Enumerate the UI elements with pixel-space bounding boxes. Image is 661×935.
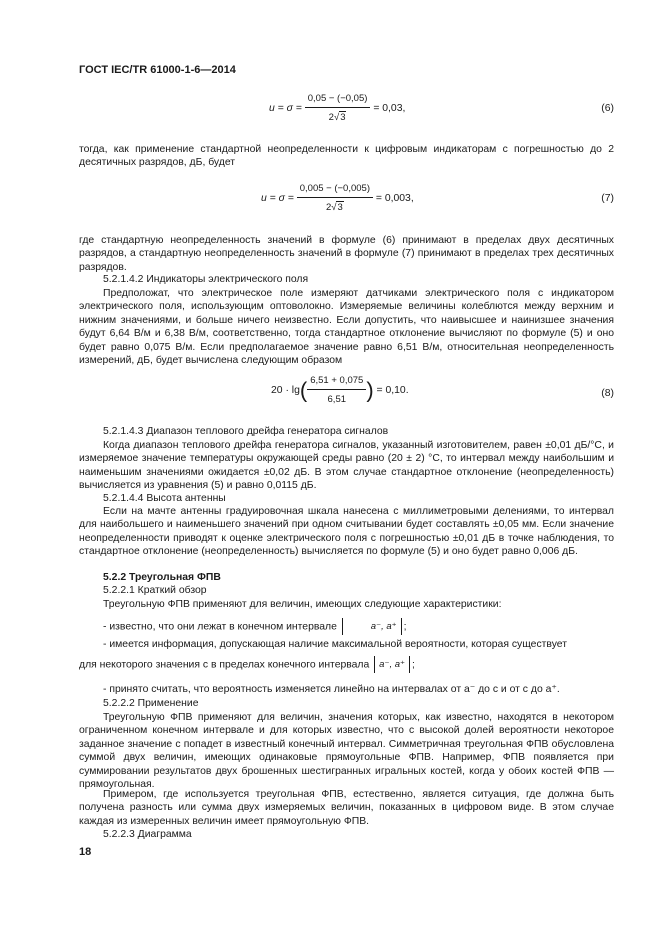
formula-6-number: (6)	[601, 103, 614, 114]
formula-8-denominator: 6,51	[327, 394, 347, 406]
section-5-2-2: 5.2.2 Треугольная ФПВ	[103, 572, 221, 583]
bullet-1-interval: a⁻, a⁺	[342, 618, 402, 635]
formula-8-right-paren: )	[366, 377, 374, 403]
bullet-3: - принято считать, что вероятность изменяется линейно на интервалах от a⁻ до c и от c до a⁺.	[103, 684, 560, 695]
paragraph-1: тогда, как применение стандартной неопределенности к цифровым индикаторам с погрешностью до 2 десятичных разрядов, дБ, будет	[79, 144, 614, 169]
section-5-2-1-4-3: 5.2.1.4.3 Диапазон теплового дрейфа генератора сигналов	[103, 426, 389, 437]
formula-6	[79, 92, 614, 128]
bullet-2-interval: a⁻, a⁺	[374, 656, 410, 673]
bullet-2-line-2: для некоторого значения с в пределах конечного интервала a⁻, a⁺ ;	[79, 656, 614, 673]
formula-7-denominator: 2√3	[325, 202, 343, 214]
section-5-2-2-1: 5.2.2.1 Краткий обзор	[103, 585, 207, 596]
formula-7-number: (7)	[601, 193, 614, 204]
formula-6-rhs: = 0,03,	[373, 103, 406, 115]
formula-8-lhs: 20 · lg	[271, 385, 300, 397]
page-number: 18	[79, 846, 92, 858]
formula-8-left-paren: (	[299, 377, 308, 403]
formula-7-den-root: 3	[337, 202, 343, 214]
bullet-1-text: - известно, что они лежат в конечном интервале	[103, 621, 337, 633]
paragraph-3: Предположат, что электрическое поле измеряют датчиками электрического поля с индикатором электрического поля, использующим оптоволокно. Измеряемые величины колеблются между верхним и нижним значениями, и больше ничего неизвестно. Если допустить, что наивысшее и наинизшее значения будут 6,64 В/м и 6,38 В/м, соответственно, тогда стандартное отклонение вычисляют по формуле (5) и оно будет равно 0,075 В/м. Если предполагаемое значение равно 6,51 В/м, относительная неопределенность измерений, дБ, будет вычислена следующим образом	[79, 288, 614, 367]
section-5-2-2-2: 5.2.2.2 Применение	[103, 698, 199, 709]
formula-7-rhs: = 0,003,	[375, 193, 414, 205]
paragraph-8: Примером, где используется треугольная ФПВ, естественно, является ситуация, где должна быть получена разность или сумма двух измеряемых величин, показанных в цифровом виде. В этом случае каждая из измеренных величин имеет прямоугольную ФПВ.	[79, 789, 614, 827]
bullet-1: - известно, что они лежат в конечном интервале a⁻, a⁺ ;	[79, 618, 614, 635]
formula-8-number: (8)	[601, 388, 614, 399]
formula-8-fraction	[307, 374, 366, 407]
formula-6-numerator: 0,05 − (−0,05)	[305, 92, 371, 108]
formula-6-denominator: 2√3	[328, 112, 346, 124]
formula-6-den-coef: 2	[328, 112, 334, 124]
bullet-2-line-1: - имеется информация, допускающая наличие максимальной вероятности, которая существует	[103, 639, 567, 650]
formula-6-lhs: u = σ =	[269, 103, 302, 115]
formula-7-fraction	[297, 182, 373, 215]
section-5-2-1-4-2: 5.2.1.4.2 Индикаторы электрического поля	[103, 274, 309, 285]
formula-6-fraction	[305, 92, 371, 125]
formula-8-rhs: = 0,10.	[376, 385, 409, 397]
paragraph-4: Когда диапазон теплового дрейфа генератора сигналов, указанный изготовителем, равен ±0,01 дБ/°C, и измеряемое значение температуры окружающей среды равно (20 ± 2) °C, то интервал между наибольшим и наименьшим значениями ожидается ±0,02 дБ. В этом случае стандартное отклонение (неопределенность) вычисляется из уравнения (5) и равно 0,0115 дБ.	[79, 440, 614, 492]
section-5-2-1-4-4: 5.2.1.4.4 Высота антенны	[103, 493, 226, 504]
formula-8-numerator: 6,51 + 0,075	[307, 374, 366, 390]
paragraph-6: Треугольную ФПВ применяют для величин, имеющих следующие характеристики:	[103, 599, 502, 610]
paragraph-7: Треугольную ФПВ применяют для величин, значения которых, как известно, находятся в некотором ограниченном конечном интервале и для которых известно, что с высокой долей вероятности некоторое заданное значение c попадет в известный конечный интервал. Симметричная треугольная ФПВ обусловлена суммой двух величин, имеющих одинаковые прямоугольные ФПВ. Например, ФПВ появляется при суммировании результатов двух брошенных шестигранных игральных костей, когда у обоих костей ФПВ — прямоугольная.	[79, 712, 614, 791]
formula-7-numerator: 0,005 − (−0,005)	[297, 182, 373, 198]
formula-8	[79, 374, 614, 410]
section-5-2-2-3: 5.2.2.3 Диаграмма	[103, 829, 192, 840]
formula-7-lhs: u = σ =	[261, 193, 294, 205]
formula-6-den-root: 3	[340, 112, 346, 124]
document-header: ГОСТ IEC/TR 61000-1-6—2014	[79, 64, 236, 76]
bullet-2-text: для некоторого значения с в пределах конечного интервала	[79, 659, 370, 671]
paragraph-2: где стандартную неопределенность значений в формуле (6) принимают в пределах двух десятичных разрядов, а стандартную неопределенность значений в формуле (7) принимают в пределах трех десятичных разрядов.	[79, 235, 614, 273]
formula-7	[79, 182, 614, 218]
paragraph-5: Если на мачте антенны градуировочная шкала нанесена с миллиметровыми делениями, то интервал для наибольшего и наименьшего значений при одном считывании будет составлять ±0,05 мм. Если значение неопределенности приводят к оценке электрического поля с погрешностью ±0,01 дБ в точке наблюдения, то стандартное отклонение (неопределенность) вычисляется по формуле (5) и оно будет равно 0,006 дБ.	[79, 506, 614, 558]
formula-7-den-coef: 2	[325, 202, 332, 214]
